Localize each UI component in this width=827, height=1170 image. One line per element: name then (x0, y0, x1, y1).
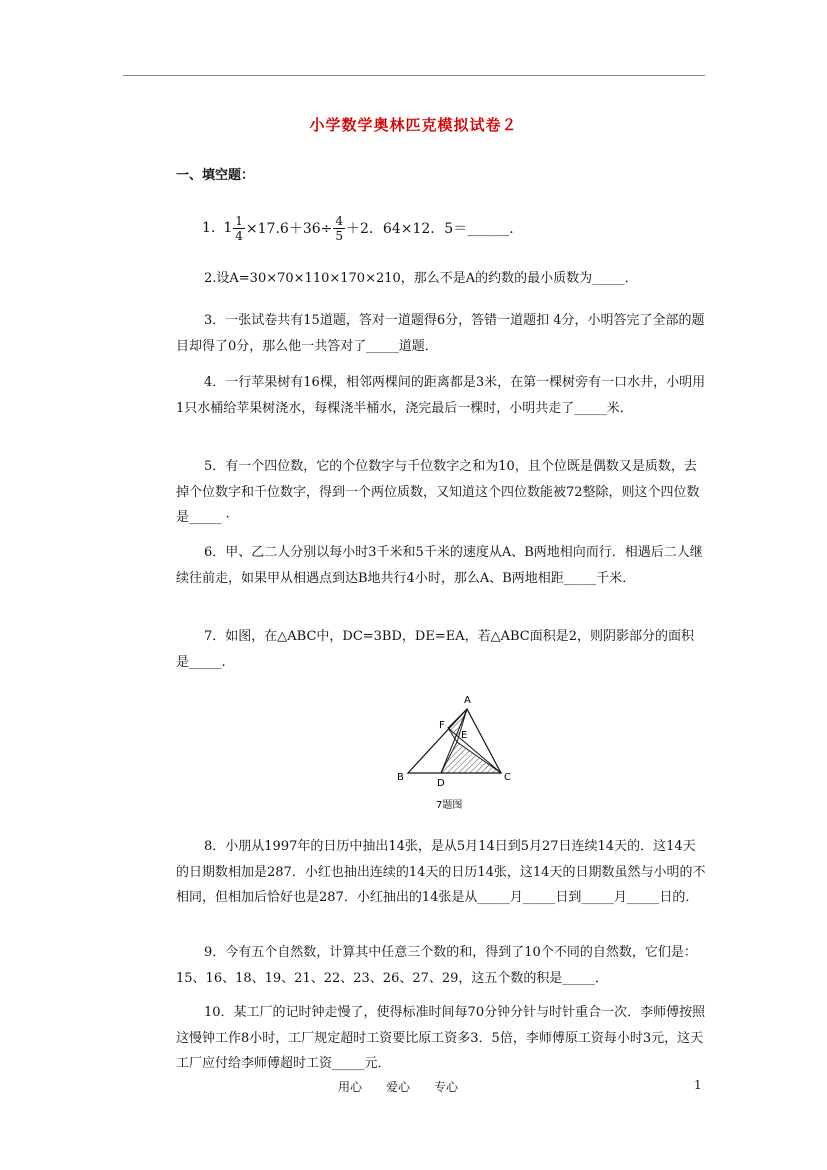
header-rule (123, 75, 705, 76)
label-f: F (439, 720, 445, 731)
label-c: C (504, 772, 511, 783)
question-1-fraction-1 (233, 214, 245, 243)
question-1 (202, 206, 514, 250)
question-2-text: 2.设A=30×70×110×170×210，那么不是A的约数的最小质数为_____． (204, 271, 638, 286)
question-9 (176, 940, 706, 991)
question-6 (176, 540, 706, 591)
section-heading: 一、填空题： (176, 168, 255, 183)
question-10-text: 10．某工厂的记时钟走慢了，使得标准时间每70分钟分针与时针重合一次．李师傅按照这慢钟工作8小时，工厂规定超时工资要比原工资多3．5倍，李师傅原工资每小时3元，这天工厂应付给李师傅超时工资_____元． (176, 1005, 706, 1071)
question-8-text: 8．小朋从1997年的日历中抽出14张，是从5月14日到5月27日连续14天的．这14天的日期数相加是287．小红也抽出连续的14天的日历14张，这14天的日期数虽然与小明的不相同，但相加后恰好也是287．小红抽出的14张是从_____月_____日到_____月_____日的． (176, 839, 706, 905)
question-8 (176, 834, 706, 911)
triangle-figure (394, 690, 518, 814)
fraction-2-denominator: 5 (335, 228, 344, 243)
question-9-text: 9．今有五个自然数，计算其中任意三个数的和，得到了10个不同的自然数，它们是：15、16、18、19、21、22、23、26、27、29，这五个数的积是_____． (176, 945, 697, 986)
label-b: B (397, 772, 404, 783)
question-1-number: 1. (202, 220, 216, 236)
question-3 (176, 308, 706, 359)
question-6-text: 6．甲、乙二人分别以每小时3千米和5千米的速度从A、B两地相向而行．相遇后二人继续往前走，如果甲从相遇点到达B地共行4小时，那么A、B两地相距_____千米． (176, 545, 703, 586)
footer-motto: 用心 爱心 专心 (338, 1080, 459, 1094)
question-4 (176, 370, 706, 421)
label-e: E (461, 730, 468, 741)
question-4-text: 4．一行苹果树有16棵，相邻两棵间的距离都是3米，在第一棵树旁有一口水井，小明用1只水桶给苹果树浇水，每棵浇半桶水，浇完最后一棵时，小明共走了_____米． (176, 375, 706, 416)
question-3-text: 3．一张试卷共有15道题，答对一道题得6分，答错一道题扣 4分，小明答完了全部的题目却得了0分，那么他一共答对了_____道题． (176, 313, 705, 354)
question-10 (176, 1000, 706, 1077)
shaded-region-lower (441, 742, 501, 773)
question-2 (176, 266, 706, 292)
fraction-2-numerator: 4 (335, 213, 344, 228)
question-5-text: 5．有一个四位数，它的个位数字与千位数字之和为10，且个位既是偶数又是质数，去掉个位数字和千位数字，得到一个两位质数，又知道这个四位数能被72整除，则这个四位数是_____ · (176, 459, 700, 525)
page-number: 1 (694, 1078, 702, 1092)
label-a: A (464, 695, 471, 706)
question-1-part-1: ×17.6＋36÷ (245, 221, 333, 237)
fraction-1-numerator: 1 (235, 213, 243, 228)
question-5 (176, 454, 706, 531)
page-title: 小学数学奥林匹克模拟试卷２ (309, 116, 518, 134)
question-7-text: 7．如图，在△ABC中，DC=3BD，DE=EA，若△ABC面积是2，则阴影部分的面积是_____. (176, 629, 694, 670)
label-d: D (437, 778, 445, 789)
question-1-whole: 1 (223, 220, 233, 236)
question-7 (176, 624, 706, 675)
figure-caption: 7题图 (436, 800, 463, 811)
question-1-fraction-2 (333, 214, 345, 243)
question-1-part-2: ＋2．64×12．5＝______. (346, 221, 514, 237)
fraction-1-denominator: 4 (235, 228, 243, 243)
